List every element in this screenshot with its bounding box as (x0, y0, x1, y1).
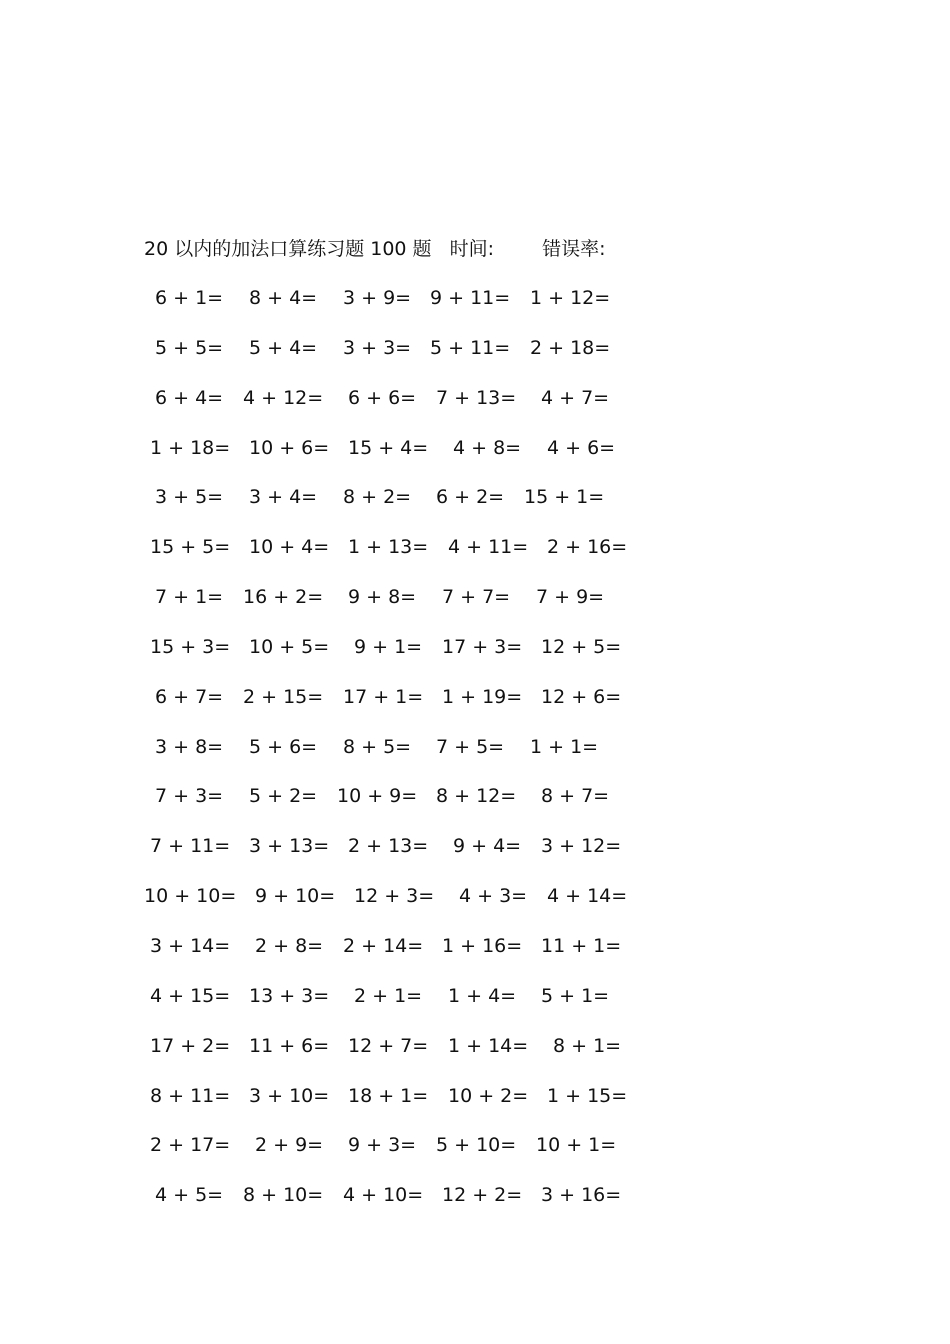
addition-problem: 1 + 13= (348, 536, 429, 559)
addition-problem: 9 + 8= (348, 586, 417, 609)
addition-problem: 10 + 5= (249, 635, 330, 658)
addition-problem: 6 + 2= (436, 486, 505, 509)
addition-problem: 3 + 13= (249, 835, 330, 858)
addition-problem: 3 + 12= (541, 835, 622, 858)
addition-problem: 2 + 17= (150, 1134, 231, 1157)
addition-problem: 4 + 3= (459, 885, 528, 908)
addition-problem: 5 + 2= (249, 785, 318, 808)
addition-problem: 10 + 9= (337, 785, 418, 808)
addition-problem: 7 + 1= (155, 586, 224, 609)
addition-problem: 2 + 15= (243, 685, 324, 708)
addition-problem: 4 + 15= (150, 984, 231, 1007)
addition-problem: 6 + 7= (155, 685, 224, 708)
addition-problem: 5 + 11= (430, 336, 511, 359)
addition-problem: 8 + 2= (343, 486, 412, 509)
addition-problem: 13 + 3= (249, 984, 330, 1007)
addition-problem: 12 + 7= (348, 1034, 429, 1057)
addition-problem: 8 + 1= (553, 1034, 622, 1057)
problem-row (0, 334, 950, 384)
addition-problem: 8 + 11= (150, 1084, 231, 1107)
addition-problem: 15 + 1= (524, 486, 605, 509)
addition-problem: 2 + 9= (255, 1134, 324, 1157)
addition-problem: 16 + 2= (243, 586, 324, 609)
addition-problem: 8 + 12= (436, 785, 517, 808)
addition-problem: 7 + 7= (442, 586, 511, 609)
addition-problem: 5 + 10= (436, 1134, 517, 1157)
problem-row (0, 782, 950, 832)
addition-problem: 1 + 16= (442, 934, 523, 957)
addition-problem: 3 + 5= (155, 486, 224, 509)
addition-problem: 7 + 11= (150, 835, 231, 858)
addition-problem: 1 + 19= (442, 685, 523, 708)
problem-row (0, 583, 950, 633)
addition-problem: 1 + 12= (530, 287, 611, 309)
addition-problem: 12 + 3= (354, 885, 435, 908)
addition-problem: 2 + 14= (343, 934, 424, 957)
addition-problem: 4 + 8= (453, 436, 522, 459)
addition-problem: 3 + 4= (249, 486, 318, 509)
addition-problem: 5 + 1= (541, 984, 610, 1007)
problem-row (0, 1181, 950, 1231)
problem-row (0, 633, 950, 683)
addition-problem: 15 + 4= (348, 436, 429, 459)
problem-row (0, 733, 950, 783)
addition-problem: 8 + 5= (343, 735, 412, 758)
addition-problem: 10 + 6= (249, 436, 330, 459)
problem-row (0, 1032, 950, 1082)
addition-problem: 5 + 6= (249, 735, 318, 758)
problem-row (0, 932, 950, 982)
addition-problem: 9 + 11= (430, 287, 511, 309)
addition-problem: 4 + 7= (541, 386, 610, 409)
problem-row (0, 1082, 950, 1132)
addition-problem: 11 + 6= (249, 1034, 330, 1057)
addition-problem: 9 + 4= (453, 835, 522, 858)
addition-problem: 12 + 5= (541, 635, 622, 658)
addition-problem: 6 + 4= (155, 386, 224, 409)
time-label: 时间: (449, 238, 495, 260)
addition-problem: 3 + 8= (155, 735, 224, 758)
addition-problem: 18 + 1= (348, 1084, 429, 1107)
addition-problem: 10 + 1= (536, 1134, 617, 1157)
addition-problem: 2 + 1= (354, 984, 423, 1007)
addition-problem: 17 + 1= (343, 685, 424, 708)
problem-row (0, 882, 950, 932)
addition-problem: 1 + 1= (530, 735, 599, 758)
worksheet-header (144, 236, 605, 262)
problem-row (0, 533, 950, 583)
addition-problem: 1 + 14= (448, 1034, 529, 1057)
addition-problem: 12 + 6= (541, 685, 622, 708)
addition-problem: 2 + 8= (255, 934, 324, 957)
addition-problem: 3 + 14= (150, 934, 231, 957)
addition-problem: 4 + 10= (343, 1184, 424, 1207)
addition-problem: 4 + 12= (243, 386, 324, 409)
problem-row (0, 982, 950, 1032)
addition-problem: 7 + 9= (536, 586, 605, 609)
error-rate-label: 错误率: (542, 238, 606, 260)
addition-problem: 15 + 3= (150, 635, 231, 658)
addition-problem: 8 + 7= (541, 785, 610, 808)
addition-problem: 2 + 18= (530, 336, 611, 359)
problem-row (0, 434, 950, 484)
problem-grid (0, 284, 950, 1231)
problem-row (0, 284, 950, 334)
addition-problem: 10 + 10= (144, 885, 237, 908)
addition-problem: 10 + 4= (249, 536, 330, 559)
problem-row (0, 483, 950, 533)
problem-row (0, 384, 950, 434)
addition-problem: 7 + 5= (436, 735, 505, 758)
addition-problem: 8 + 10= (243, 1184, 324, 1207)
addition-problem: 6 + 6= (348, 386, 417, 409)
addition-problem: 6 + 1= (155, 287, 224, 309)
addition-problem: 2 + 16= (547, 536, 628, 559)
addition-problem: 15 + 5= (150, 536, 231, 559)
addition-problem: 12 + 2= (442, 1184, 523, 1207)
addition-problem: 7 + 3= (155, 785, 224, 808)
addition-problem: 3 + 10= (249, 1084, 330, 1107)
addition-problem: 4 + 5= (155, 1184, 224, 1207)
addition-problem: 17 + 2= (150, 1034, 231, 1057)
addition-problem: 1 + 15= (547, 1084, 628, 1107)
worksheet-title: 20 以内的加法口算练习题 100 题 (144, 238, 432, 260)
addition-problem: 4 + 6= (547, 436, 616, 459)
addition-problem: 2 + 13= (348, 835, 429, 858)
addition-problem: 4 + 14= (547, 885, 628, 908)
addition-problem: 5 + 4= (249, 336, 318, 359)
addition-problem: 9 + 10= (255, 885, 336, 908)
addition-problem: 9 + 3= (348, 1134, 417, 1157)
addition-problem: 10 + 2= (448, 1084, 529, 1107)
addition-problem: 1 + 4= (448, 984, 517, 1007)
problem-row (0, 1131, 950, 1181)
addition-problem: 9 + 1= (354, 635, 423, 658)
addition-problem: 17 + 3= (442, 635, 523, 658)
addition-problem: 5 + 5= (155, 336, 224, 359)
problem-row (0, 683, 950, 733)
addition-problem: 11 + 1= (541, 934, 622, 957)
addition-problem: 4 + 11= (448, 536, 529, 559)
addition-problem: 3 + 9= (343, 287, 412, 309)
addition-problem: 1 + 18= (150, 436, 231, 459)
addition-problem: 3 + 16= (541, 1184, 622, 1207)
problem-row (0, 832, 950, 882)
addition-problem: 7 + 13= (436, 386, 517, 409)
addition-problem: 3 + 3= (343, 336, 412, 359)
addition-problem: 8 + 4= (249, 287, 318, 309)
